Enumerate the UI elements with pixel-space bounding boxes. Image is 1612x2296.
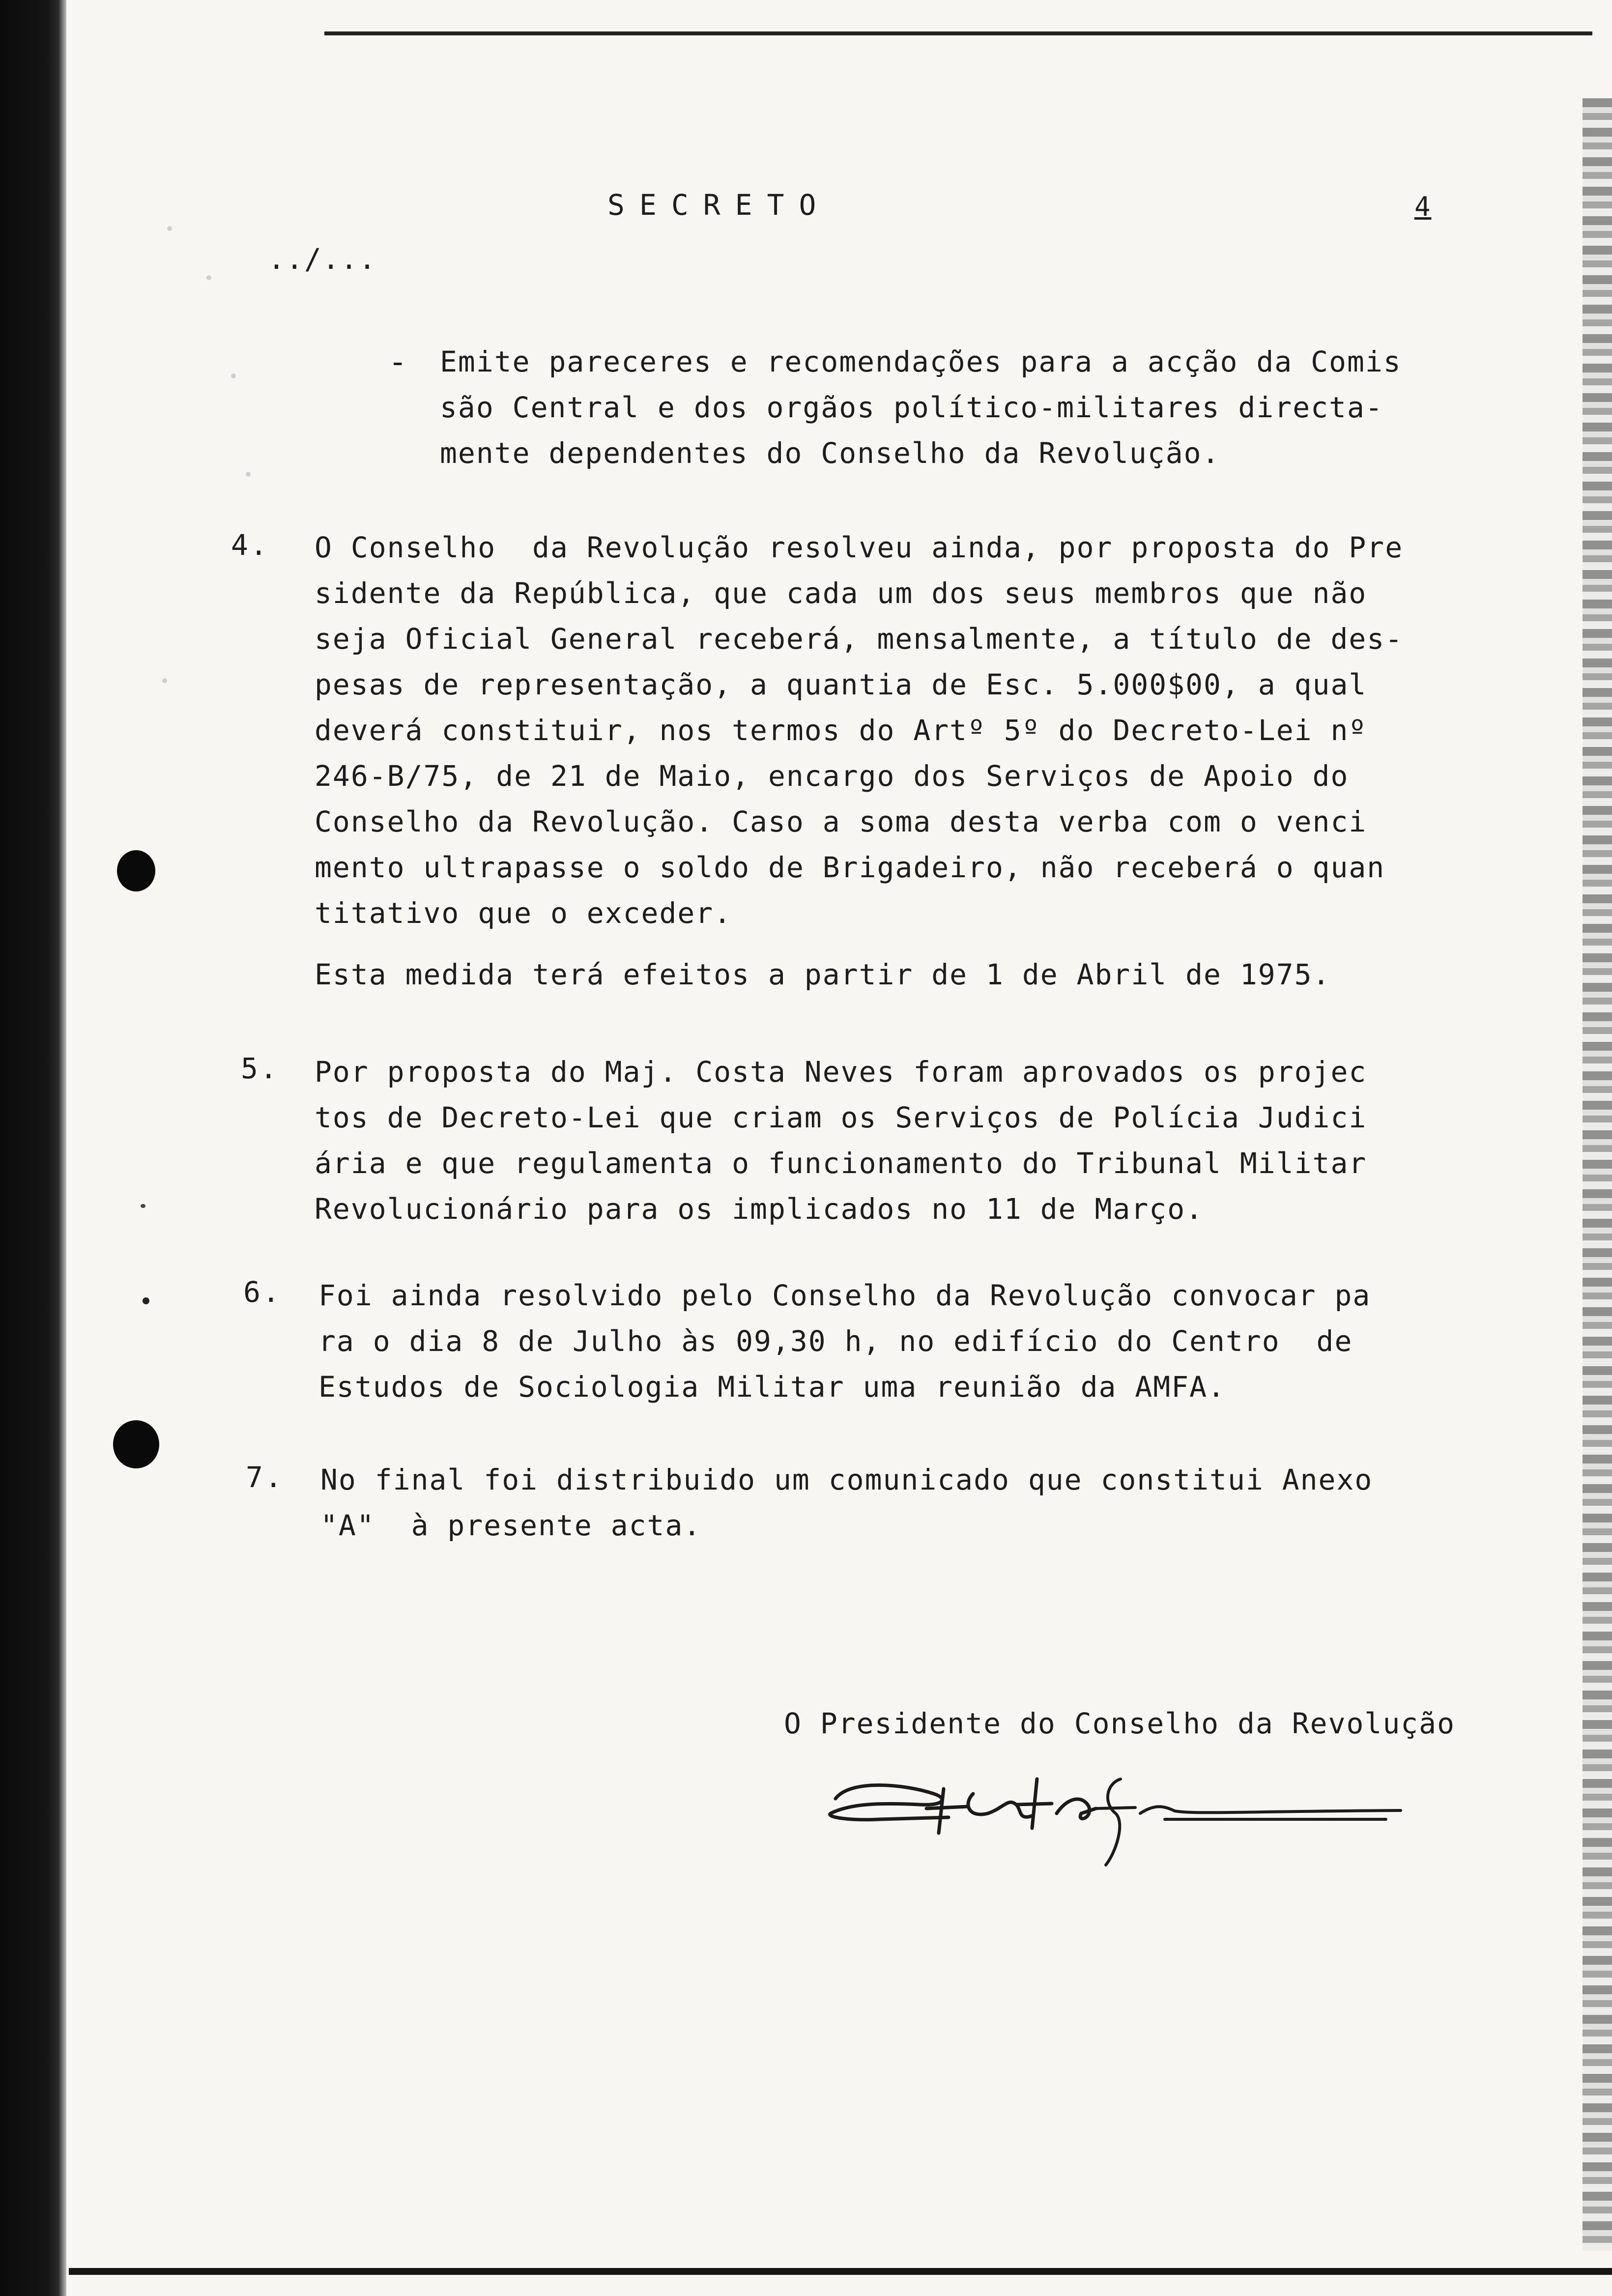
text-line: ra o dia 8 de Julho às 09,30 h, no edifício do Centro de <box>318 1324 1353 1358</box>
item-number: 7. <box>246 1461 284 1494</box>
item-paragraph <box>318 1273 1449 1410</box>
text-line: Por proposta do Maj. Costa Neves foram aprovados os projec <box>315 1055 1367 1089</box>
text-line: sidente da República, que cada um dos seus membros que não <box>315 576 1367 610</box>
text-line: pesas de representação, a quantia de Esc. 5.000$00, a qual <box>315 668 1367 701</box>
item-number: 6. <box>243 1275 282 1309</box>
text-line: Conselho da Revolução. Caso a soma desta verba com o venci <box>315 805 1367 838</box>
scan-speck <box>141 1204 145 1208</box>
text-line: No final foi distribuido um comunicado que constitui Anexo <box>320 1463 1373 1496</box>
signature <box>821 1759 1410 1872</box>
scan-speck <box>167 226 172 231</box>
page-number: 4 <box>1414 191 1432 222</box>
text-line: Emite pareceres e recomendações para a acção da Comis <box>440 345 1402 378</box>
text-line: seja Oficial General receberá, mensalmente, a título de des- <box>315 622 1404 656</box>
classification-header: SECRETO <box>607 188 831 222</box>
scan-shadow-right <box>1583 98 1612 2251</box>
text-line: titativo que o exceder. <box>315 896 732 930</box>
text-line: deverá constituir, nos termos do Artº 5º do Decreto-Lei nº <box>315 714 1367 747</box>
bullet-marker: - <box>388 344 408 380</box>
scan-speck <box>162 678 167 683</box>
text-line: Estudos de Sociologia Militar uma reunião da AMFA. <box>318 1370 1226 1404</box>
scan-speck <box>246 472 251 477</box>
scan-top-rule <box>324 31 1592 35</box>
scan-speck <box>143 1297 149 1304</box>
scan-speck <box>206 275 211 280</box>
text-line: Esta medida terá efeitos a partir de 1 de Abril de 1975. <box>315 958 1331 991</box>
scan-bottom-rule <box>69 2268 1612 2275</box>
text-line: são Central e dos orgãos político-militares directa- <box>440 391 1383 424</box>
item-number: 4. <box>231 528 269 562</box>
text-line: Foi ainda resolvido pelo Conselho da Revolução convocar pa <box>318 1279 1371 1312</box>
item-paragraph <box>315 525 1445 936</box>
item-paragraph <box>315 1049 1445 1232</box>
text-line: "A" à presente acta. <box>320 1509 702 1542</box>
text-line: 246-B/75, de 21 de Maio, encargo dos Serviços de Apoio do <box>315 759 1349 793</box>
bullet-paragraph <box>440 339 1570 476</box>
punch-hole-bottom <box>113 1420 159 1468</box>
text-line: ária e que regulamenta o funcionamento do Tribunal Militar <box>315 1147 1367 1180</box>
scan-speck <box>231 373 236 378</box>
text-line: O Conselho da Revolução resolveu ainda, por proposta do Pre <box>315 531 1404 564</box>
item-note <box>315 952 1445 998</box>
scan-shadow-left <box>0 0 66 2296</box>
item-number: 5. <box>241 1052 279 1085</box>
text-line: tos de Decreto-Lei que criam os Serviços de Polícia Judici <box>315 1101 1367 1134</box>
closing-title: O Presidente do Conselho da Revolução <box>784 1707 1456 1740</box>
item-paragraph <box>320 1457 1451 1549</box>
text-line: mente dependentes do Conselho da Revolução. <box>440 436 1220 470</box>
punch-hole-top <box>117 850 155 891</box>
text-line: mento ultrapasse o soldo de Brigadeiro, não receberá o quan <box>315 851 1385 884</box>
text-line: Revolucionário para os implicados no 11 de Março. <box>315 1192 1204 1226</box>
continuation-marker: ../... <box>268 242 377 276</box>
